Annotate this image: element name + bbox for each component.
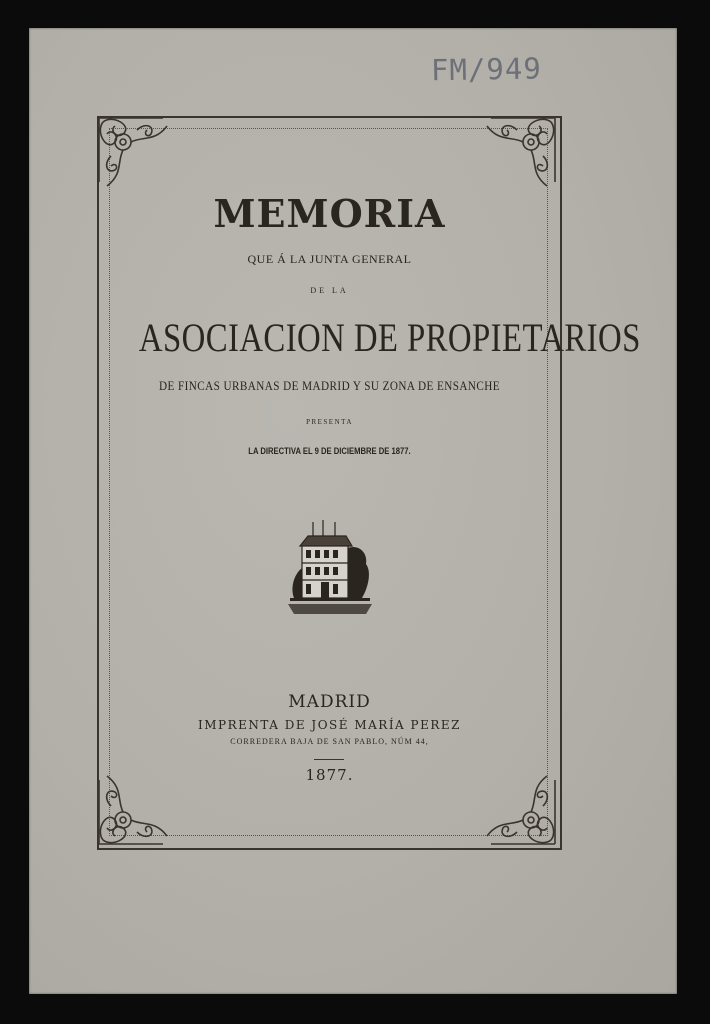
document-page xyxy=(29,28,677,994)
imprint-address: CORREDERA BAJA DE SAN PABLO, NÚM 44, xyxy=(230,737,429,746)
imprint-printer: IMPRENTA DE JOSÉ MARÍA PEREZ xyxy=(197,718,462,732)
subtitle-line-directiva: LA DIRECTIVA EL 9 DE DICIEMBRE DE 1877. xyxy=(248,446,411,456)
subtitle-line-fincas: DE FINCAS URBANAS DE MADRID Y SU ZONA DE ENSANCHE xyxy=(158,378,501,393)
imprint-year: 1877. xyxy=(305,766,354,784)
subtitle-line-que: QUE Á LA JUNTA GENERAL xyxy=(247,252,412,266)
divider-rule xyxy=(314,759,344,760)
subtitle-line-presenta: PRESENTA xyxy=(306,418,353,426)
shelfmark-annotation: FM/949 xyxy=(430,51,543,88)
building-engraving-icon xyxy=(286,518,374,624)
imprint-city: MADRID xyxy=(288,692,371,712)
subtitle-line-de-la: DE LA xyxy=(310,286,349,295)
corner-ornament-icon xyxy=(481,112,561,192)
corner-ornament-icon xyxy=(93,112,173,192)
document-title: MEMORIA xyxy=(213,191,446,236)
association-name: ASOCIACION DE PROPIETARIOS xyxy=(138,315,641,360)
